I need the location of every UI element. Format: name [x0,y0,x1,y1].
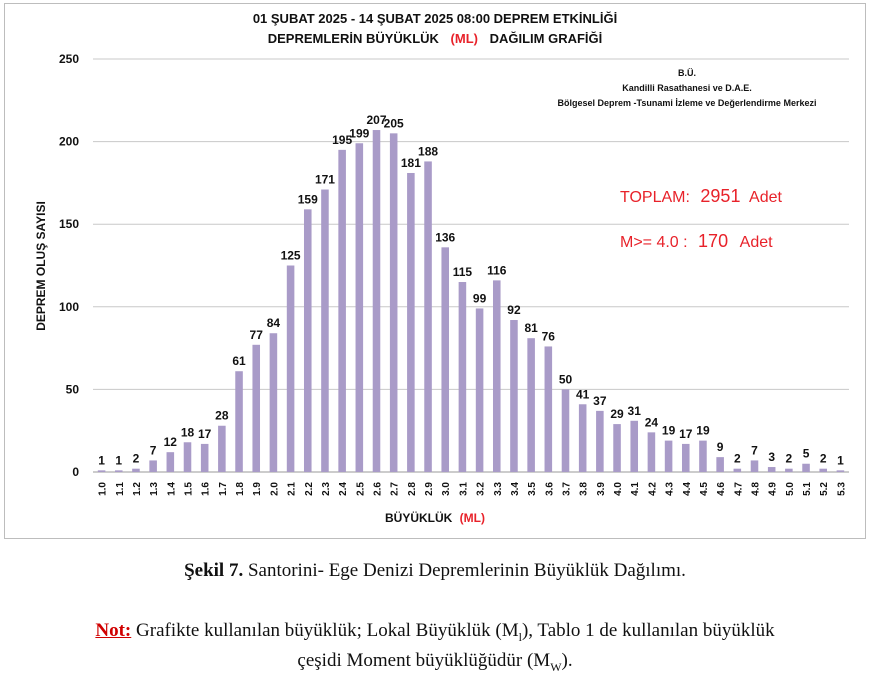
y-tick-label: 50 [65,382,79,397]
bar [252,345,260,472]
note-sub-1: l [518,629,522,644]
bar-value-label: 1 [98,453,105,468]
bar-value-label: 99 [472,291,487,306]
x-tick-label: 4.4 [681,482,693,496]
bar-value-label: 195 [332,132,353,147]
bar-value-label: 76 [541,329,555,344]
bar-value-label: 37 [593,393,607,408]
x-tick-label: 4.5 [698,482,710,496]
bar-value-label: 19 [696,423,710,438]
total-annotation [620,186,782,206]
y-tick-label: 200 [58,134,79,149]
bar [201,444,209,472]
bar-value-label: 2 [819,451,827,466]
x-tick-label: 3.2 [475,482,487,496]
chart-subtitle-highlight: (ML) [450,31,478,46]
bar-value-label: 17 [679,426,693,441]
bar [596,411,604,472]
bar [510,320,518,472]
bar-value-label: 116 [487,263,507,278]
x-tick-label: 4.0 [613,482,625,496]
bar-value-label: 50 [558,372,573,387]
org-line-3: Bölgesel Deprem -Tsunami İzleme ve Değerlendirme Merkezi [557,98,817,108]
bar [802,464,810,472]
m4-label: M>= 4.0 : [620,234,688,251]
m4-annotation [620,231,773,251]
org-line-1: B.Ü. [678,68,696,78]
m4-value: 170 [698,231,729,251]
x-tick-label: 1.4 [166,482,178,496]
bar-value-label: 159 [297,192,318,207]
bar [734,469,742,472]
bar [613,424,621,472]
bar [837,470,845,472]
x-tick-label: 1.0 [97,482,109,496]
bar-value-label: 17 [198,426,212,441]
chart-frame [4,3,866,539]
x-tick-label: 3.4 [509,482,521,496]
note-line-2 [0,650,870,675]
bar-value-label: 28 [215,408,229,423]
x-tick-label: 1.5 [183,482,195,496]
x-tick-labels [98,482,848,496]
note-text-3: çeşidi Moment büyüklüğüdür (M [297,650,551,671]
org-line-2: Kandilli Rasathanesi ve D.A.E. [622,83,752,93]
x-tick-label: 2.2 [303,482,315,496]
x-tick-label: 2.4 [338,482,350,496]
bar-value-label: 1 [837,453,844,468]
x-tick-label: 1.7 [217,482,229,496]
total-unit: Adet [749,189,782,206]
y-tick-labels [59,52,79,479]
bar-value-label: 125 [280,248,301,263]
bar-value-label: 29 [610,407,624,422]
bar-value-label: 2 [785,451,793,466]
y-tick-label: 100 [58,299,79,314]
x-tick-label: 4.8 [750,482,762,496]
bar [441,247,449,472]
bar [149,460,157,472]
bar-value-label: 7 [149,443,157,458]
bar [98,470,106,472]
note-text-1: Grafikte kullanılan büyüklük; Lokal Büyüklük (M [131,620,519,641]
bar-value-label: 205 [383,116,404,131]
bar [167,452,175,472]
bars-layer [98,130,844,472]
bar [785,469,793,472]
note-text-2: ), Tablo 1 de kullanılan büyüklük [521,620,775,641]
x-tick-label: 1.9 [252,482,264,496]
bar [304,209,312,472]
x-tick-label: 3.6 [544,482,556,496]
bar-value-label: 18 [180,425,195,440]
y-tick-label: 250 [58,52,79,66]
x-tick-label: 1.3 [149,482,161,496]
bar [338,150,346,472]
bar [235,371,243,472]
x-tick-label: 3.1 [458,482,470,496]
bar [630,421,638,472]
bar-value-label: 12 [163,435,177,450]
bar [459,282,467,472]
x-tick-label: 2.0 [269,482,281,496]
x-tick-label: 3.0 [441,482,453,496]
bar-value-label: 7 [751,443,758,458]
x-tick-label: 2.3 [320,482,332,496]
x-tick-label: 3.8 [578,482,590,496]
figure-caption [0,560,870,582]
bar-value-label: 188 [418,144,439,159]
bar [768,467,776,472]
figure-caption-label: Şekil 7. [184,560,244,581]
x-tick-label: 3.3 [492,482,504,496]
x-tick-label: 3.9 [595,482,607,496]
bar-value-label: 24 [644,415,659,430]
bar [373,130,381,472]
bar [819,469,827,472]
bar [493,280,501,472]
bar [184,442,192,472]
bar [356,143,364,472]
bar-value-label: 61 [232,354,246,369]
bar-value-label: 2 [733,451,741,466]
bar [424,161,432,472]
bar [218,426,226,472]
x-tick-label: 1.1 [114,482,126,496]
x-tick-label: 1.2 [131,482,143,496]
bar [545,346,553,472]
bar [682,444,690,472]
x-tick-label: 5.1 [802,482,814,496]
magnitude-distribution-chart [5,4,865,538]
x-tick-label: 4.1 [630,482,642,496]
y-tick-label: 0 [72,465,79,479]
x-tick-label: 2.7 [389,482,401,496]
total-label: TOPLAM: [620,189,690,206]
bar [648,432,656,472]
x-tick-label: 3.7 [561,482,573,496]
x-tick-label: 2.8 [406,482,418,496]
bar [562,389,570,472]
x-tick-label: 2.5 [355,482,367,496]
bar-value-label: 171 [314,172,335,187]
bar-value-label: 77 [249,327,263,342]
bar-value-label: 2 [132,451,140,466]
bar-value-label: 1 [115,453,123,468]
y-axis-label: DEPREM OLUŞ SAYISI [34,201,48,331]
bar-value-label: 199 [349,126,370,141]
bar-value-label: 81 [524,321,538,336]
x-tick-label: 4.2 [647,482,659,496]
note-sub-2: W [550,659,562,674]
bar [476,308,484,472]
x-tick-label: 3.5 [527,482,539,496]
bar [716,457,724,472]
x-tick-label: 4.6 [716,482,728,496]
bar [390,133,398,472]
chart-subtitle-after: DAĞILIM GRAFİĞİ [489,31,603,46]
bar-value-label: 84 [266,316,281,331]
chart-title: 01 ŞUBAT 2025 - 14 ŞUBAT 2025 08:00 DEPREM ETKİNLİĞİ [252,11,618,26]
bar-value-label: 41 [576,387,590,402]
bar-value-label: 181 [400,155,421,170]
y-tick-label: 150 [58,217,79,232]
x-tick-label: 4.3 [664,482,676,496]
figure-caption-text: Santorini- Ege Denizi Depremlerinin Büyüklük Dağılımı. [243,560,686,581]
note-line-1 [0,620,870,645]
x-axis-label-text: BÜYÜKLÜK [384,511,453,525]
bar-value-label: 207 [366,113,387,128]
bar-value-label: 115 [452,265,473,280]
x-tick-label: 4.7 [733,482,745,496]
bar-value-label: 19 [661,423,676,438]
x-tick-label: 2.9 [424,482,436,496]
note-text-4: ). [561,650,573,671]
bar [699,441,707,472]
bar-value-label: 3 [768,450,776,465]
x-tick-label: 1.6 [200,482,212,496]
x-tick-label: 5.3 [836,482,848,496]
bar-value-label: 9 [716,440,724,455]
bar [321,190,329,472]
chart-subtitle-before: DEPREMLERİN BÜYÜKLÜK [267,31,439,46]
bar [407,173,415,472]
bar [115,470,123,472]
x-tick-label: 2.6 [372,482,384,496]
x-tick-label: 5.2 [819,482,831,496]
x-tick-label: 4.9 [767,482,779,496]
bar [579,404,587,472]
x-axis-label [385,510,485,525]
bar [665,441,673,472]
bar [527,338,535,472]
x-tick-label: 5.0 [784,482,796,496]
bar-value-label: 136 [435,230,456,245]
bar [132,469,140,472]
x-axis-label-unit: (ML) [459,511,486,525]
bar [287,266,295,473]
bar [270,333,278,472]
total-value: 2951 [700,186,741,206]
note-label: Not: [95,620,132,641]
bar [751,460,759,472]
chart-subtitle [268,31,603,46]
labels-layer [98,113,844,467]
bar-value-label: 92 [507,303,521,318]
m4-unit: Adet [739,234,773,251]
x-tick-label: 1.8 [235,482,247,496]
x-tick-label: 2.1 [286,482,298,496]
bar-value-label: 31 [627,403,641,418]
bar-value-label: 5 [802,446,810,461]
